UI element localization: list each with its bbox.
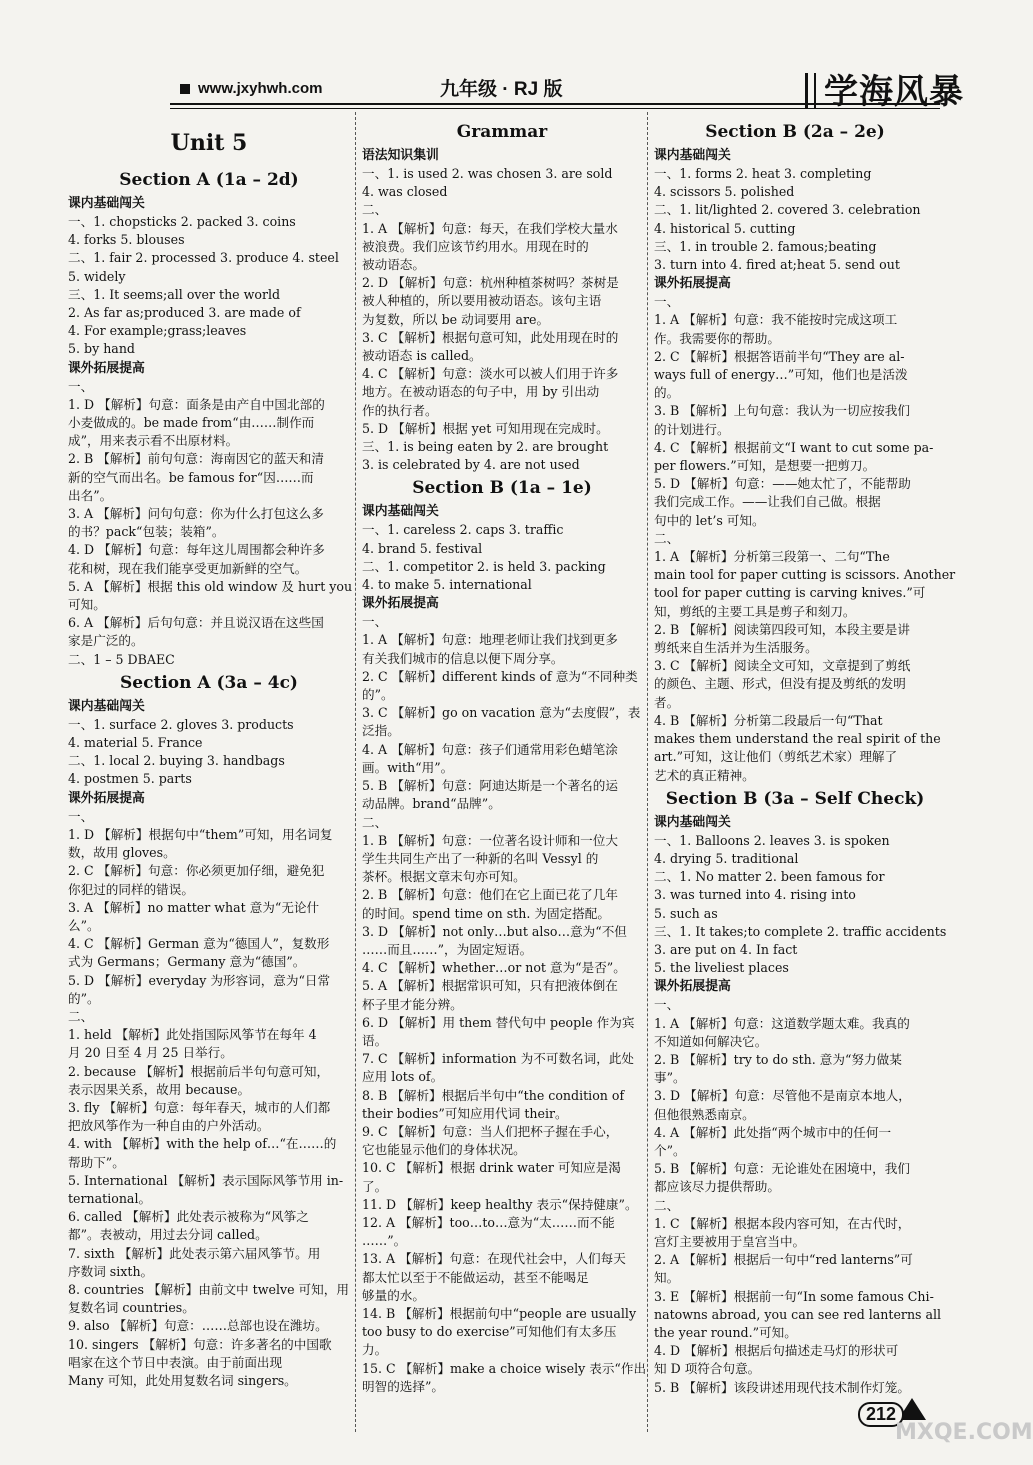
answer-line: 二、1. No matter 2. been famous for (654, 869, 885, 885)
answer-line: 月 20 日至 4 月 25 日举行。 (68, 1045, 233, 1061)
answer-line: 艺术的真正精神。 (654, 767, 755, 783)
answer-line: 一、1. surface 2. gloves 3. products (68, 716, 294, 732)
answer-line: 的书？pack“包装；装箱”。 (68, 524, 225, 540)
answer-list (68, 213, 350, 359)
answer-line: 序数词 sixth。 (68, 1263, 154, 1279)
answer-line: 表示因果关系，故用 because。 (68, 1081, 251, 1097)
answer-line: 力。 (362, 1342, 388, 1358)
answer-line: 8. B 【解析】根据后半句中“the condition of (362, 1087, 625, 1103)
answer-line: 三、1. in trouble 2. famous;beating (654, 238, 877, 254)
answer-line: 3. are put on 4. In fact (654, 941, 798, 957)
answer-line: 宫灯主要被用于皇宫当中。 (654, 1233, 806, 1249)
answer-line: 1. A 【解析】句意：这道数学题太难。我真的 (654, 1015, 910, 1031)
answer-line: 4. C 【解析】whether…or not 意为“是否”。 (362, 960, 626, 976)
section-title: Grammar (456, 122, 548, 142)
answer-line: per flowers.”可知，是想要一把剪刀。 (654, 458, 876, 474)
answer-line: 三、1. It seems;all over the world (68, 286, 281, 302)
answer-line: 2. because 【解析】根据前后半句句意可知， (68, 1063, 330, 1079)
column-divider (355, 112, 356, 1432)
answer-line: 杯子里才能分辨。 (362, 996, 463, 1012)
answer-line: 数，故用 gloves。 (68, 845, 176, 861)
answer-line: tool for paper cutting is carving knives.”可 (654, 585, 926, 601)
answer-line: 2. C 【解析】different kinds of 意为“不同种类 (362, 668, 638, 684)
section-title: Section A (3a – 4c) (120, 672, 298, 693)
answer-line: 9. C 【解析】句意：当人们把杯子握在手心， (362, 1123, 619, 1139)
answer-line: 应用 lots of。 (362, 1069, 444, 1085)
answer-line: 5. widely (68, 268, 126, 284)
answer-line: 三、1. It takes;to complete 2. traffic accidents (654, 923, 947, 939)
answer-line: 式为 Germans；Germany 意为“德国”。 (68, 954, 306, 970)
answer-line: 4. A 【解析】句意：孩子们通常用彩色蜡笔涂 (362, 741, 618, 757)
subheading: 课内基础闯关 (68, 196, 145, 211)
logo-text: 学海风暴 (824, 72, 964, 112)
answer-line: ways full of energy…”可知，他们也是活泼 (654, 367, 908, 383)
answer-line: 2. C 【解析】根据答语前半句“They are al- (654, 348, 905, 364)
answer-line: 都”。表被动，用过去分词 called。 (68, 1227, 268, 1243)
answer-line: 4. postmen 5. parts (68, 771, 192, 787)
answer-line: 成”，用来表示看不出原材料。 (68, 433, 239, 449)
answer-line: 4. B 【解析】分析第二段最后一句“That (654, 712, 883, 728)
answer-line: 1. A 【解析】分析第三段第一、二句“The (654, 549, 890, 565)
answer-line: 一、 (68, 378, 94, 394)
answer-line: 3. D 【解析】not only…but also…意为“不但 (362, 923, 627, 939)
answer-line: 5. D 【解析】句意：——她太忙了，不能帮助 (654, 476, 911, 492)
answer-line: 么”。 (68, 917, 100, 933)
answer-line: 4. C 【解析】根据前文“I want to cut some pa- (654, 439, 934, 455)
answer-line: 二、 (654, 1197, 680, 1213)
answer-line: 4. C 【解析】German 意为“德国人”，复数形 (68, 936, 330, 952)
answer-line: 一、 (654, 294, 680, 310)
answer-line: 一、1. is used 2. was chosen 3. are sold (362, 166, 613, 181)
answer-line: 5. B 【解析】句意：阿迪达斯是一个著名的运 (362, 778, 618, 794)
answer-line: 但他很熟悉南京。 (654, 1106, 755, 1122)
answer-line: art.”可知，这让他们（剪纸艺术家）理解了 (654, 749, 898, 765)
subheading: 课内基础闯关 (362, 504, 439, 520)
answer-line: 5. D 【解析】根据 yet 可知用现在完成时。 (362, 420, 609, 436)
answer-line: 地方。在被动语态的句子中，用 by 引出动 (362, 384, 600, 400)
answer-line: 4. C 【解析】句意：淡水可以被人们用于许多 (362, 366, 619, 382)
answer-line: 4. scissors 5. polished (654, 184, 795, 200)
answer-list (654, 293, 956, 784)
answer-line: 一、1. forms 2. heat 3. completing (654, 166, 872, 181)
column-right (654, 118, 956, 1397)
page-header (0, 72, 1000, 112)
answer-list (654, 165, 936, 274)
answer-line: 6. A 【解析】后句句意：并且说汉语在这些国 (68, 615, 324, 631)
answer-line: 2. B 【解析】阅读第四段可知，本段主要是讲 (654, 621, 910, 637)
answer-list (362, 165, 642, 474)
answer-line: 的颜色、主题、形式，但没有提及剪纸的发明 (654, 676, 906, 692)
answer-line: main tool for paper cutting is scissors. Another (654, 567, 956, 583)
answer-line: 5. D 【解析】everyday 为形容词，意为“日常 (68, 972, 331, 988)
answer-line: 语。 (362, 1032, 388, 1048)
square-bullet-icon (180, 84, 190, 94)
answer-line: 3. is celebrated by 4. are not used (362, 457, 580, 473)
answer-line: 12. A 【解析】too…to…意为“太……而不能 (362, 1214, 615, 1230)
answer-line: 剪纸来自生活并为生活服务。 (654, 640, 818, 656)
answer-line: the year round.”可知。 (654, 1324, 797, 1340)
answer-line: 我们完成工作。——让我们自己做。根据 (654, 494, 881, 510)
header-rule (170, 103, 940, 105)
answer-line: 3. turn into 4. fired at;heat 5. send out (654, 257, 900, 273)
subheading: 课外拓展提高 (68, 790, 145, 806)
subheading: 语法知识集训 (362, 148, 439, 163)
answer-line: 8. countries 【解析】由前文中 twelve 可知，用 (68, 1281, 349, 1297)
answer-line: 一、1. careless 2. caps 3. traffic (362, 522, 564, 538)
answer-line: 一、 (654, 997, 680, 1013)
answer-list (362, 521, 642, 594)
answer-line: 二、1. local 2. buying 3. handbags (68, 753, 285, 769)
answer-line: 1. A 【解析】句意：地理老师让我们找到更多 (362, 632, 618, 648)
answer-line: 有关我们城市的信息以便下周分享。 (362, 650, 564, 666)
answer-line: 为复数，所以 be 动词要用 are。 (362, 311, 550, 327)
answer-line: 新的空气而出名。be famous for“因……而 (68, 469, 314, 485)
answer-line: 2. B 【解析】try to do sth. 意为“努力做某 (654, 1051, 902, 1067)
answer-line: 二、 (362, 202, 388, 218)
answer-line: 3. C 【解析】根据句意可知，此处用现在时的 (362, 329, 619, 345)
answer-line: 5. A 【解析】根据 this old window 及 hurt you (68, 578, 353, 594)
answer-line: 出名”。 (68, 487, 113, 503)
answer-line: 1. D 【解析】根据句中“them”可知，用名词复 (68, 826, 333, 842)
answer-line: 4. to make 5. international (362, 577, 532, 593)
answer-line: 明智的选择”。 (362, 1378, 445, 1394)
answer-line: 被人种植的，所以要用被动语态。该句主语 (362, 293, 602, 309)
answer-line: 10. C 【解析】根据 drink water 可知应是渴 (362, 1160, 621, 1176)
answer-list (68, 808, 350, 1391)
answer-line: 的。 (654, 385, 680, 401)
answer-line: 5. such as (654, 905, 718, 921)
answer-line: 3. D 【解析】句意：尽管他不是南京本地人， (654, 1088, 911, 1104)
answer-line: 的计划进行。 (654, 421, 730, 437)
page-number: 212 (858, 1402, 904, 1427)
answer-line: 6. D 【解析】用 them 替代句中 people 作为宾 (362, 1014, 635, 1030)
answer-line: 的”。 (362, 687, 394, 703)
answer-list (68, 716, 350, 789)
answer-line: 事”。 (654, 1070, 686, 1086)
subheading: 课内基础闯关 (68, 698, 145, 714)
answer-line: 唱家在这个节日中表演。由于前面出现 (68, 1354, 283, 1370)
answer-line: 作的执行者。 (362, 402, 438, 418)
answer-line: 不知道如何解决它。 (654, 1033, 768, 1049)
answer-line: 4. was closed (362, 184, 448, 200)
answer-line: their bodies”可知应用代词 their。 (362, 1105, 568, 1121)
answer-line: 的时间。spend time on sth. 为固定搭配。 (362, 905, 610, 921)
answer-line: 2. B 【解析】句意：他们在它上面已花了几年 (362, 887, 618, 903)
unit-title: Unit 5 (170, 130, 248, 156)
answer-line: 3. A 【解析】问句句意：你为什么打包这么多 (68, 506, 324, 522)
answer-line: 二、1 – 5 DBAEC (68, 651, 175, 667)
answer-line: 知 D 项符合句意。 (654, 1361, 761, 1377)
answer-line: 知。 (654, 1270, 680, 1286)
answer-line: 被动语态 is called。 (362, 348, 482, 364)
answer-line: 二、 (654, 530, 680, 546)
answer-line: 9. also 【解析】句意：……总部也设在潍坊。 (68, 1318, 328, 1334)
answer-line: 4. brand 5. festival (362, 540, 483, 556)
answer-line: 3. C 【解析】阅读全文可知，文章提到了剪纸 (654, 658, 911, 674)
answer-line: 一、 (68, 808, 94, 824)
answer-line: 1. A 【解析】句意：我不能按时完成这项工 (654, 312, 898, 328)
answer-line: 3. B 【解析】上句句意：我认为一切应按我们 (654, 403, 910, 419)
answer-line: makes them understand the real spirit of the (654, 731, 941, 747)
answer-line: ternational。 (68, 1190, 152, 1206)
answer-line: 动品牌。brand“品牌”。 (362, 796, 501, 812)
site-url (180, 80, 322, 97)
answer-line: 5. A 【解析】根据常识可知，只有把液体倒在 (362, 978, 618, 994)
answer-line: 3. C 【解析】go on vacation 意为“去度假”，表 (362, 705, 641, 721)
answer-line: 二、1. fair 2. processed 3. produce 4. steel (68, 250, 339, 266)
answer-line: 1. D 【解析】句意：面条是由产自中国北部的 (68, 396, 325, 412)
answer-line: 1. B 【解析】句意：一位著名设计师和一位大 (362, 832, 618, 848)
answer-line: 复数名词 countries。 (68, 1300, 195, 1316)
answer-line: 都太忙以至于不能做运动，甚至不能喝足 (362, 1269, 589, 1285)
answer-line: 学生共同生产出了一种新的名叫 Vessyl 的 (362, 850, 599, 866)
answer-line: 3. fly 【解析】句意：每年春天，城市的人们都 (68, 1099, 331, 1115)
answer-line: 家是广泛的。 (68, 633, 144, 649)
answer-line: 二、1. lit/lighted 2. covered 3. celebration (654, 202, 921, 218)
answer-line: 它也能显示他们的身体状况。 (362, 1142, 526, 1158)
answer-line: 4. D 【解析】根据后句描述走马灯的形状可 (654, 1343, 899, 1359)
answer-line: 3. A 【解析】no matter what 意为“无论什 (68, 899, 320, 915)
column-middle (362, 118, 647, 1396)
answer-line: 11. D 【解析】keep healthy 表示“保持健康”。 (362, 1196, 638, 1212)
answer-line: 泛指。 (362, 723, 400, 739)
watermark: MXQE.COM (895, 1420, 1033, 1445)
answer-line: 2. As far as;produced 3. are made of (68, 305, 301, 321)
answer-line: 个”。 (654, 1142, 686, 1158)
column-divider (647, 112, 648, 1432)
answer-line: 二、1. competitor 2. is held 3. packing (362, 558, 606, 574)
answer-line: 2. D 【解析】句意：杭州种植茶树吗？茶树是 (362, 275, 619, 291)
answer-line: 茶杯。根据文章末句亦可知。 (362, 869, 526, 885)
answer-line: ……”。 (362, 1233, 407, 1249)
answer-line: 13. A 【解析】句意：在现代社会中，人们每天 (362, 1251, 626, 1267)
subheading: 课内基础闯关 (654, 148, 731, 163)
answer-line: 画。with“用”。 (362, 759, 454, 775)
answer-line: 够量的水。 (362, 1287, 425, 1303)
answer-line: 3. E 【解析】根据前一句“In some famous Chi- (654, 1288, 934, 1304)
answer-line: 把放风筝作为一种自由的户外活动。 (68, 1118, 270, 1134)
answer-line: 三、1. is being eaten by 2. are brought (362, 439, 609, 455)
answer-line: 你犯过的同样的错误。 (68, 881, 194, 897)
answer-line: 作。我需要你的帮助。 (654, 330, 780, 346)
answer-list (654, 996, 942, 1396)
subheading: 课外拓展提高 (362, 596, 439, 612)
subheading: 课外拓展提高 (654, 276, 731, 292)
answer-line: 4. drying 5. traditional (654, 850, 799, 866)
answer-line: 4. A 【解析】此处指“两个城市中的任何一 (654, 1124, 892, 1140)
answer-line: 4. material 5. France (68, 735, 203, 751)
answer-line: ……而且……”，为固定短语。 (362, 941, 533, 957)
answer-line: 4. historical 5. cutting (654, 220, 796, 236)
answer-line: 7. sixth 【解析】此处表示第六届风筝节。用 (68, 1245, 321, 1261)
answer-line: 3. was turned into 4. rising into (654, 887, 856, 903)
answer-list (362, 613, 647, 1396)
answer-line: 4. D 【解析】句意：每年这儿周围都会种许多 (68, 542, 325, 558)
answer-line: 1. C 【解析】根据本段内容可知，在古代时， (654, 1215, 911, 1231)
subheading: 课内基础闯关 (654, 814, 731, 830)
section-title: Section B (2a – 2e) (705, 122, 885, 142)
answer-line: too busy to do exercise”可知他们有太多压 (362, 1324, 617, 1340)
answer-line: 句中的 let’s 可知。 (654, 512, 765, 528)
answer-line: 15. C 【解析】make a choice wisely 表示“作出 (362, 1360, 647, 1376)
answer-line: 一、1. chopsticks 2. packed 3. coins (68, 214, 296, 229)
answer-line: 2. B 【解析】前句句意：海南因它的蓝天和清 (68, 451, 324, 467)
answer-line: 4. forks 5. blouses (68, 232, 185, 248)
answer-line: 可知。 (68, 597, 106, 613)
answer-line: 了。 (362, 1178, 388, 1194)
answer-line: 帮助下”。 (68, 1154, 125, 1170)
answer-line: 被动语态。 (362, 257, 425, 273)
answer-list (654, 832, 947, 978)
answer-line: 7. C 【解析】information 为不可数名词，此处 (362, 1051, 635, 1067)
subheading: 课外拓展提高 (654, 979, 731, 995)
section-title: Section B (3a – Self Check) (665, 788, 925, 809)
answer-line: Many 可知，此处用复数名词 singers。 (68, 1372, 297, 1388)
answer-line: 花和树，现在我们能享受更加新鲜的空气。 (68, 560, 308, 576)
brand-logo (805, 64, 964, 113)
answer-line: natowns abroad, you can see red lanterns all (654, 1306, 942, 1322)
answer-line: 2. C 【解析】句意：你必须更加仔细，避免犯 (68, 863, 325, 879)
answer-line: 4. with 【解析】with the help of…“在……的 (68, 1136, 337, 1152)
answer-line: 小麦做成的。be made from“由……制作而 (68, 415, 315, 431)
answer-line: 的”。 (68, 990, 100, 1006)
answer-line: 二、 (362, 814, 388, 830)
answer-line: 二、 (68, 1008, 94, 1024)
answer-line: 一、1. Balloons 2. leaves 3. is spoken (654, 832, 890, 848)
answer-line: 5. B 【解析】该段讲述用现代技术制作灯笼。 (654, 1379, 910, 1395)
answer-line: 6. called 【解析】此处表示被称为“风筝之 (68, 1209, 309, 1225)
answer-line: 者。 (654, 694, 680, 710)
answer-line: 知，剪纸的主要工具是剪子和刻刀。 (654, 603, 856, 619)
answer-line: 都应该尽力提供帮助。 (654, 1179, 780, 1195)
answer-line: 一、 (362, 614, 388, 630)
section-title: Section B (1a – 1e) (412, 478, 592, 499)
answer-line: 4. For example;grass;leaves (68, 323, 247, 339)
column-left (68, 118, 353, 1390)
answer-line: 被浪费。我们应该节约用水。用现在时的 (362, 238, 589, 254)
section-title: Section A (1a – 2d) (119, 170, 299, 190)
answer-line: 14. B 【解析】根据前句中“people are usually (362, 1305, 637, 1321)
answer-line: 5. B 【解析】句意：无论谁处在困境中，我们 (654, 1161, 910, 1177)
grade-label: 九年级 · RJ 版 (440, 79, 563, 100)
answer-line: 1. held 【解析】此处指国际风筝节在每年 4 (68, 1027, 317, 1043)
answer-line: 2. A 【解析】根据后一句中“red lanterns”可 (654, 1252, 913, 1268)
answer-line: 5. International 【解析】表示国际风筝节用 in- (68, 1172, 344, 1188)
answer-line: 10. singers 【解析】句意：许多著名的中国歌 (68, 1336, 332, 1352)
answer-line: 5. the liveliest places (654, 960, 789, 976)
subheading: 课外拓展提高 (68, 360, 145, 376)
header-rule-thin (170, 108, 940, 109)
answer-line: 1. A 【解析】句意：每天，在我们学校大量水 (362, 220, 618, 236)
url-text: www.jxyhwh.com (198, 80, 323, 97)
answer-line: 5. by hand (68, 341, 135, 357)
answer-list (68, 378, 353, 669)
